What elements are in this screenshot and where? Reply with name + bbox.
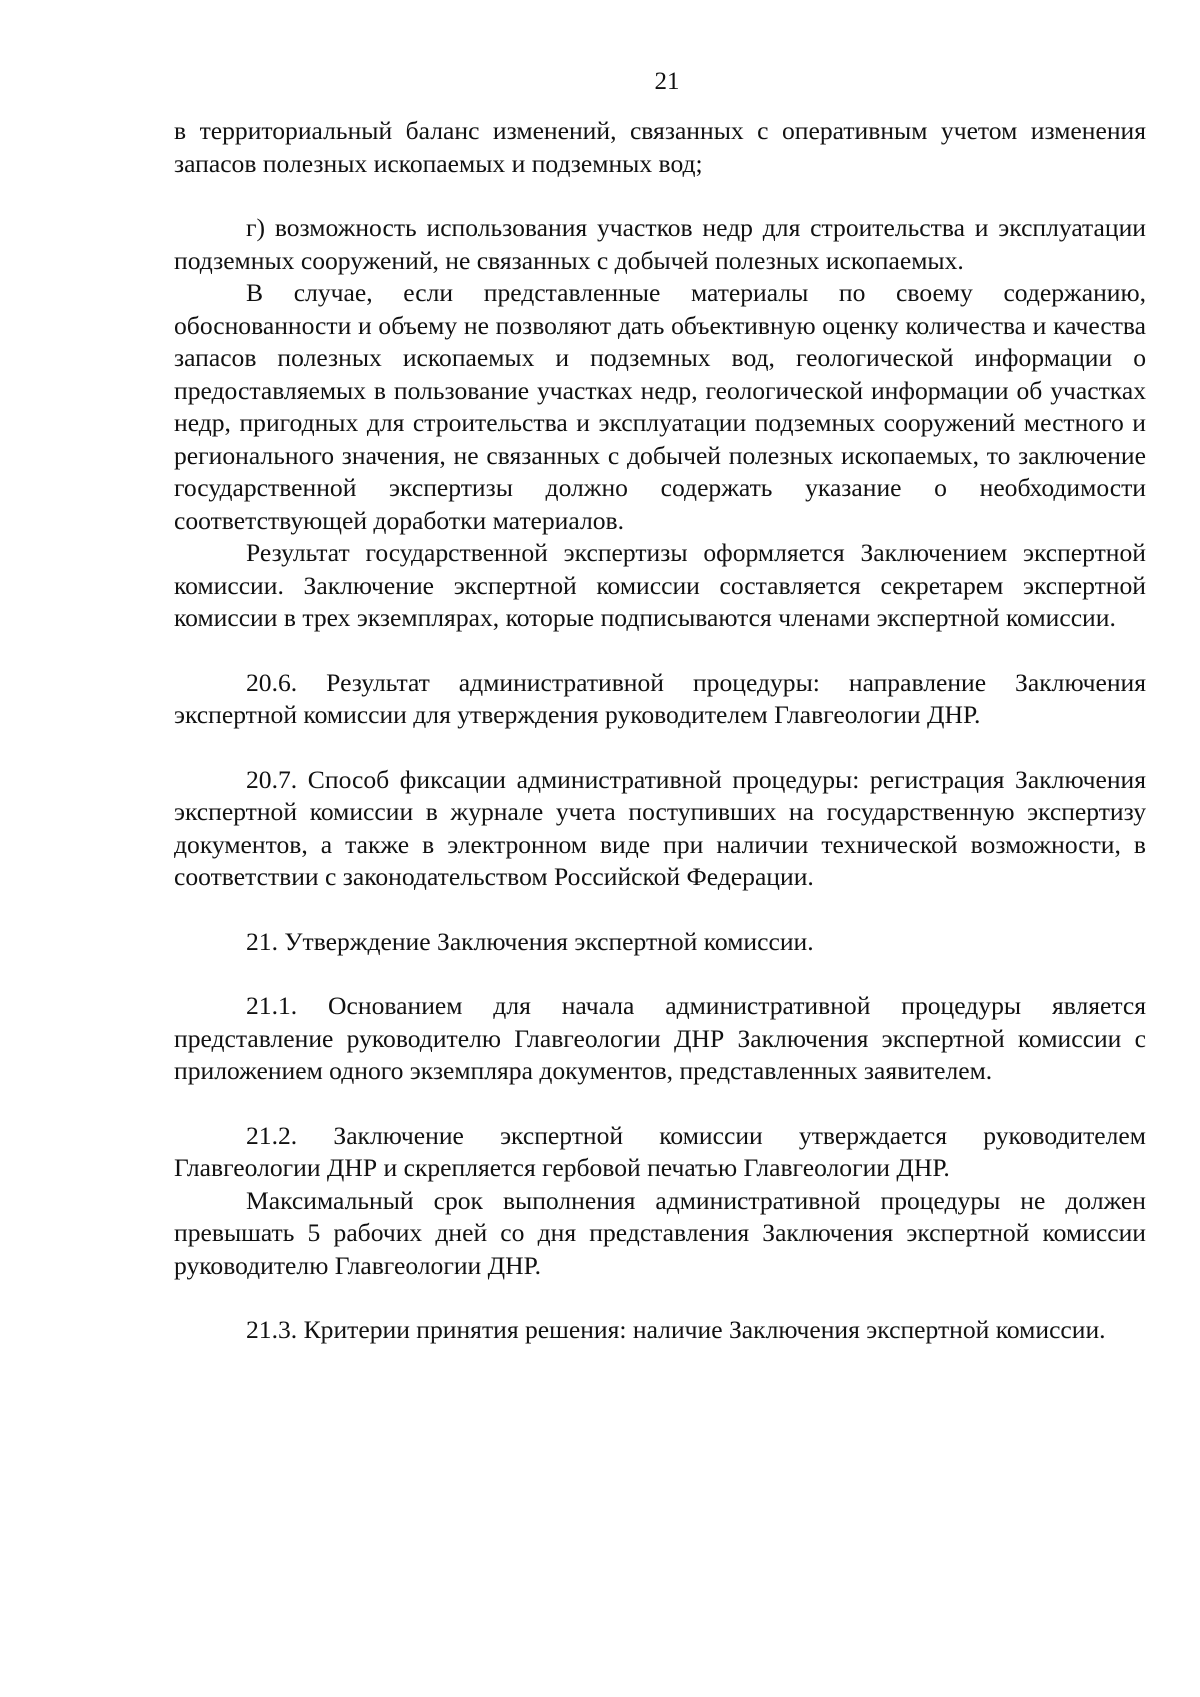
paragraph-21-3: 21.3. Критерии принятия решения: наличие Заключения экспертной комиссии. [246,1315,1106,1344]
paragraph-21-2: 21.2. Заключение экспертной комиссии утверждается руководителем Главгеологии ДНР и скрепляется гербовой печатью Главгеологии ДНР. [174,1120,1146,1182]
paragraph-20-6: 20.6. Результат административной процедуры: направление Заключения экспертной комиссии для утверждения руководителем Главгеологии ДНР. [174,667,1146,729]
paragraph-expertise-result: Результат государственной экспертизы оформляется Заключением экспертной комиссии. Заключение экспертной комиссии составляется секретарем экспертной комиссии в трех экземплярах, которые подписываются членами экспертной комиссии. [174,538,1146,632]
paragraph-continuation: в территориальный баланс изменений, связанных с оперативным учетом изменения запасов полезных ископаемых и подземных вод; [174,116,1146,178]
document-body [174,115,1146,1347]
paragraph-max-term: Максимальный срок выполнения административной процедуры не должен превышать 5 рабочих дней со дня представления Заключения экспертной комиссии руководителю Главгеологии ДНР. [174,1185,1146,1280]
page-number: 21 [654,68,680,95]
paragraph-20-7: 20.7. Способ фиксации административной процедуры: регистрация Заключения экспертной комиссии в журнале учета поступивших на государственную экспертизу документов, а также в электронном виде при наличии технической возможности, в соответствии с законодательством Российской Федерации. [174,764,1146,891]
paragraph-item-g: г) возможность использования участков недр для строительства и эксплуатации подземных сооружений, не связанных с добычей полезных ископаемых. [174,213,1146,275]
paragraph-21-1: 21.1. Основанием для начала административной процедуры является представление руководителю Главгеологии ДНР Заключения экспертной комиссии с приложением одного экземпляра документов, представленных заявителем. [174,991,1146,1085]
paragraph-insufficient-materials: В случае, если представленные материалы по своему содержанию, обоснованности и объему не позволяют дать объективную оценку количества и качества запасов полезных ископаемых и подземных вод, геологической информации о предоставляемых в пользование участках недр, геологической информации об участках недр, пригодных для строительства и эксплуатации подземных сооружений местного и регионального значения, не связанных с добычей полезных ископаемых, то заключение государственной экспертизы должно содержать указание о необходимости соответствующей доработки материалов. [174,278,1146,535]
section-heading-21: 21. Утверждение Заключения экспертной комиссии. [246,926,814,956]
